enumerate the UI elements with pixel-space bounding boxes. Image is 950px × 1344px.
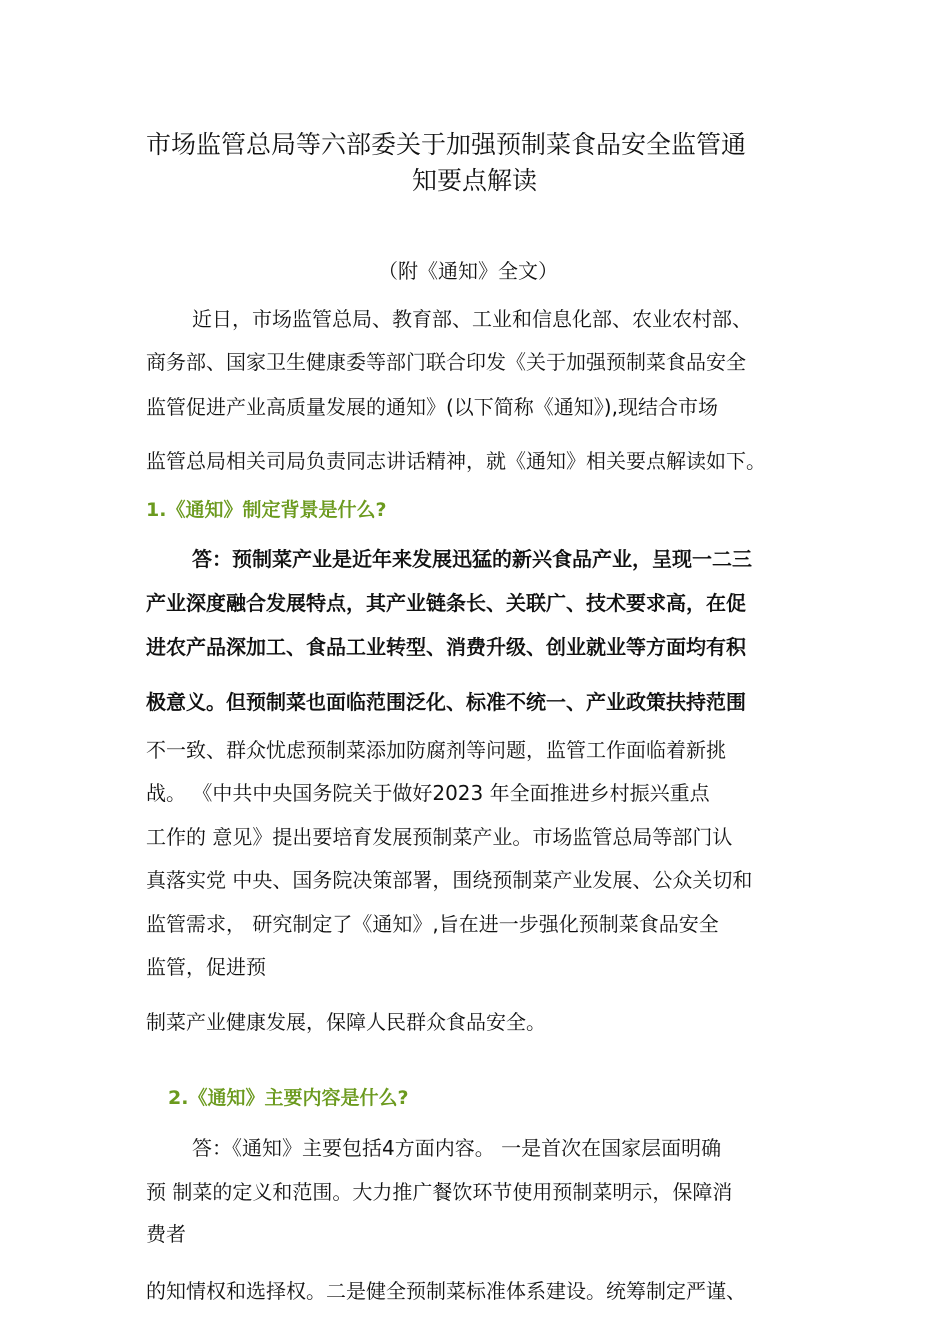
- section-2-body-line: 费者: [146, 1222, 186, 1246]
- section-2-body-line: 答：《通知》主要包括4方面内容。 一是首次在国家层面明确: [192, 1136, 722, 1160]
- section-1-body-line: 监管需求， 研究制定了《通知》,旨在进一步强化预制菜食品安全: [146, 912, 719, 936]
- section-2-body-line: 的知情权和选择权。二是健全预制菜标准体系建设。统筹制定严谨、: [146, 1279, 746, 1303]
- section-1-answer-line: 产业深度融合发展特点，其产业链条长、关联广、技术要求高，在促: [146, 591, 746, 615]
- intro-line: 监管总局相关司局负责同志讲话精神，就《通知》相关要点解读如下。: [146, 449, 766, 473]
- document-title-line-2: 知要点解读: [412, 166, 538, 195]
- section-1-body-line: 真落实党 中央、国务院决策部署，围绕预制菜产业发展、公众关切和: [146, 868, 753, 892]
- intro-line: 近日，市场监管总局、教育部、工业和信息化部、农业农村部、: [192, 307, 752, 331]
- document-title-line-1: 市场监管总局等六部委关于加强预制菜食品安全监管通: [146, 130, 747, 159]
- intro-line: 商务部、国家卫生健康委等部门联合印发《关于加强预制菜食品安全: [146, 350, 746, 374]
- section-1-answer-line: 进农产品深加工、食品工业转型、消费升级、创业就业等方面均有积: [146, 635, 746, 659]
- document-subtitle: （附《通知》全文）: [378, 259, 558, 283]
- section-2-body-line: 预 制菜的定义和范围。大力推广餐饮环节使用预制菜明示，保障消: [146, 1180, 733, 1204]
- section-1-answer-line: 极意义。但预制菜也面临范围泛化、标准不统一、产业政策扶持范围: [146, 690, 746, 714]
- section-1-body-line: 工作的 意见》提出要培育发展预制菜产业。市场监管总局等部门认: [146, 825, 733, 849]
- section-1-body-line: 战。 《中共中央国务院关于做好2023 年全面推进乡村振兴重点: [146, 781, 710, 805]
- intro-line: 监管促进产业高质量发展的通知》(以下简称《通知》),现结合市场: [146, 395, 718, 419]
- section-1-body-line: 监管，促进预: [146, 955, 266, 979]
- section-1-body-line: 不一致、群众忧虑预制菜添加防腐剂等问题，监管工作面临着新挑: [146, 738, 726, 762]
- section-1-heading: 1.《通知》制定背景是什么?: [146, 499, 387, 521]
- section-1-answer-line: 答：预制菜产业是近年来发展迅猛的新兴食品产业，呈现一二三: [192, 547, 752, 571]
- section-2-heading: 2.《通知》主要内容是什么?: [168, 1087, 409, 1109]
- section-1-body-line: 制菜产业健康发展，保障人民群众食品安全。: [146, 1010, 546, 1034]
